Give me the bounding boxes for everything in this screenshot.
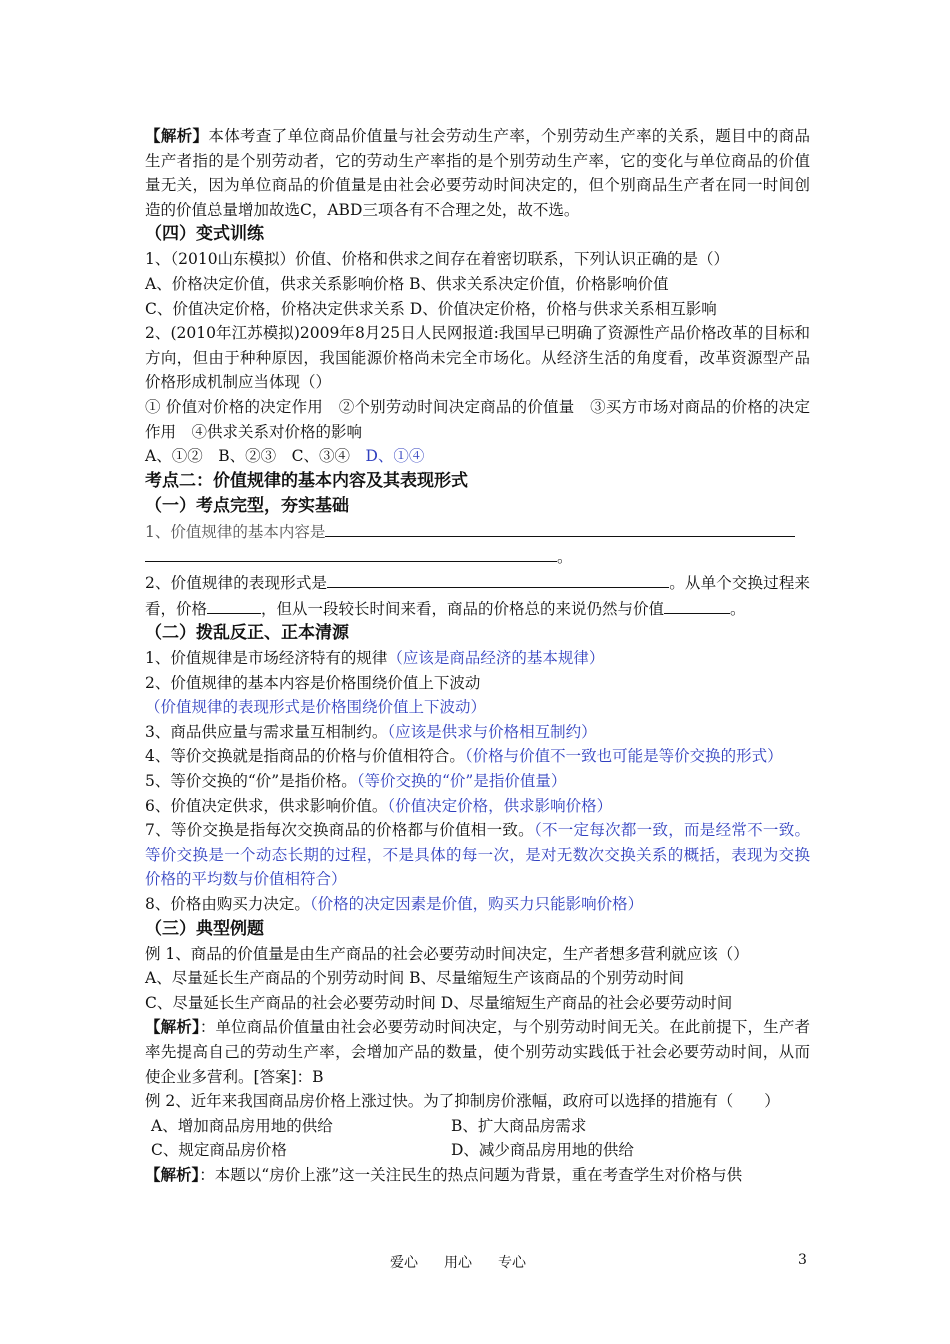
subsection-title-basics: （一）考点完型，夯实基础 xyxy=(145,495,349,516)
question-1-options-ab: A、价格决定价值，供求关系影响价格 B、供求关系决定价值，价格影响价值 xyxy=(145,274,669,293)
fill-question-1 xyxy=(145,519,810,570)
correction-item xyxy=(145,695,810,720)
example-2-option-c: C、规定商品房价格 xyxy=(151,1141,287,1160)
correction-statement: 8、价格由购买力决定。 xyxy=(145,895,310,914)
example-2-options-cd xyxy=(145,1138,810,1163)
correction-fix: （价格与价值不一致也可能是等价交换的形式） xyxy=(464,747,783,766)
fill-1-end: 。 xyxy=(557,548,573,567)
example-2-analysis xyxy=(145,1163,810,1188)
fill-2-text-b: 。从单个交换过程来看，价格 xyxy=(145,573,810,618)
correction-statement: 2、价值规律的基本内容是价格围绕价值上下波动 xyxy=(145,673,481,692)
example-2-option-a: A、增加商品房用地的供给 xyxy=(151,1116,333,1135)
question-2-option-list: A、①② B、②③ C、③④ xyxy=(145,447,366,466)
correction-fix: （不一定每次都一致，而是经常不一致。等价交换是一个动态长期的过程，不是具体的每一次，是对无数次交换关系的概括，表现为交换价格的平均数与价值相符合） xyxy=(145,821,810,889)
correction-fix: （等价交换的“价”是指价值量） xyxy=(356,772,567,791)
footer-word-1: 爱心 xyxy=(390,1255,418,1271)
footer-motto xyxy=(390,1252,552,1272)
correction-item xyxy=(145,720,810,745)
question-1-options-cd: C、价值决定价格，价格决定供求关系 D、价值决定价格，价格与供求关系相互影响 xyxy=(145,299,717,318)
analysis-tag: 【解析】 xyxy=(145,126,209,145)
example-1-answer-tag: [答案] xyxy=(253,1067,297,1086)
example-2-analysis-text: ：本题以“房价上涨”这一关注民生的热点问题为背景，重在考查学生对价格与供 xyxy=(199,1165,743,1184)
fill-2-label: 2、价值规律的表现形式是 xyxy=(145,573,328,592)
analysis-text: 本体考查了单位商品价值量与社会劳动生产率，个别劳动生产率的关系，题目中的商品生产者指的是个别劳动者，它的劳动生产率指的是个别劳动生产率，它的变化与单位商品的价值量无关，因为单位商品的价值量是由社会必要劳动时间决定的，但个别商品生产者在同一时间创造的价值总量增加故选C，ABD三项各有不合理之处，故不选。 xyxy=(145,127,810,219)
question-2-answer: D、①④ xyxy=(365,447,425,466)
example-2-options-ab xyxy=(145,1114,810,1139)
example-1-analysis-tag: 【解析】 xyxy=(145,1017,200,1037)
example-1-analysis-text: ：单位商品价值量由社会必要劳动时间决定，与个别劳动时间无关。在此前提下，生产者率先提高自己的劳动生产率，会增加产品的数量，使个别劳动实践低于社会必要劳动时间，从而使企业多营利。 xyxy=(145,1018,810,1086)
footer-word-3: 专心 xyxy=(498,1255,526,1271)
correction-item xyxy=(145,646,810,671)
correction-statement: 7、等价交换是指每次交换商品的价格都与价值相一致。 xyxy=(145,821,534,840)
fill-1-label: 1、价值规律的基本内容是 xyxy=(145,522,326,541)
example-2-option-b: B、扩大商品房需求 xyxy=(451,1116,587,1135)
correction-statement: 4、等价交换就是指商品的价格与价值相符合。 xyxy=(145,747,465,766)
subsection-title-corrections: （二）拨乱反正、正本清源 xyxy=(145,623,349,644)
question-1-stem: 1、（2010山东模拟）价值、价格和供求之间存在着密切联系，下列认识正确的是（） xyxy=(145,250,730,269)
page-content xyxy=(145,124,810,1188)
fill-2-text-c: ，但从一段较长时间来看，商品的价格总的来说仍然与价值 xyxy=(261,599,665,618)
fill-2-blank-c[interactable] xyxy=(664,596,730,614)
fill-1-blank-a[interactable] xyxy=(325,519,795,537)
correction-fix: （应该是供求与价格相互制约） xyxy=(387,722,597,741)
example-2-analysis-tag: 【解析】 xyxy=(145,1164,200,1184)
correction-statement: 1、价值规律是市场经济特有的规律 xyxy=(145,649,388,668)
correction-statement: 3、商品供应量与需求量互相制约。 xyxy=(145,722,388,741)
example-2-stem: 例 2、近年来我国商品房价格上涨过快。为了抑制房价涨幅，政府可以选择的措施有（ ） xyxy=(145,1092,780,1111)
page-number: 3 xyxy=(798,1252,807,1268)
correction-fix: （价值决定价格，供求影响价格） xyxy=(387,796,613,815)
example-1-stem: 例 1、商品的价值量是由生产商品的社会必要劳动时间决定，生产者想多营利就应该（） xyxy=(145,944,749,963)
example-2-option-d: D、减少商品房用地的供给 xyxy=(451,1141,634,1160)
correction-item xyxy=(145,818,810,892)
correction-fix: （应该是商品经济的基本规律） xyxy=(387,649,605,668)
example-1-answer: ：B xyxy=(296,1067,324,1086)
correction-item xyxy=(145,892,810,917)
correction-item xyxy=(145,769,810,794)
kaodian-2-title: 考点二：价值规律的基本内容及其表现形式 xyxy=(145,470,468,491)
correction-fix: （价值规律的表现形式是价格围绕价值上下波动） xyxy=(145,698,487,717)
correction-fix: （价格的决定因素是价值，购买力只能影响价格） xyxy=(309,895,644,914)
section-title-variant-training: （四）变式训练 xyxy=(145,224,264,245)
question-2-stem: 2、(2010年江苏模拟)2009年8月25日人民网报道:我国早已明确了资源性产品价格改革的目标和方向，但由于种种原因，我国能源价格尚未完全市场化。从经济生活的角度看，改革资源型产品价格形成机制应当体现（） xyxy=(145,324,810,392)
fill-2-blank-a[interactable] xyxy=(327,570,669,588)
example-1-options-ab: A、尽量延长生产商品的个别劳动时间 B、尽量缩短生产该商品的个别劳动时间 xyxy=(145,969,685,988)
fill-1-blank-b[interactable] xyxy=(145,544,557,562)
question-2-options xyxy=(145,444,810,469)
correction-item xyxy=(145,794,810,819)
example-1-analysis xyxy=(145,1015,810,1089)
fill-2-text-d: 。 xyxy=(730,599,746,618)
footer-word-2: 用心 xyxy=(444,1255,472,1271)
correction-item xyxy=(145,744,810,769)
correction-statement: 6、价值决定供求，供求影响价值。 xyxy=(145,796,388,815)
fill-question-2 xyxy=(145,570,810,621)
fill-2-blank-b[interactable] xyxy=(207,596,261,614)
example-1-options-cd: C、尽量延长生产商品的社会必要劳动时间 D、尽量缩短生产商品的社会必要劳动时间 xyxy=(145,993,733,1012)
correction-statement: 5、等价交换的“价”是指价格。 xyxy=(145,772,357,791)
correction-item xyxy=(145,671,810,696)
analysis-paragraph-1 xyxy=(145,124,810,222)
subsection-title-examples: （三）典型例题 xyxy=(145,918,264,939)
question-2-items: ① 价值对价格的决定作用 ②个别劳动时间决定商品的价值量 ③买方市场对商品的价格的决定作用 ④供求关系对价格的影响 xyxy=(145,397,810,441)
